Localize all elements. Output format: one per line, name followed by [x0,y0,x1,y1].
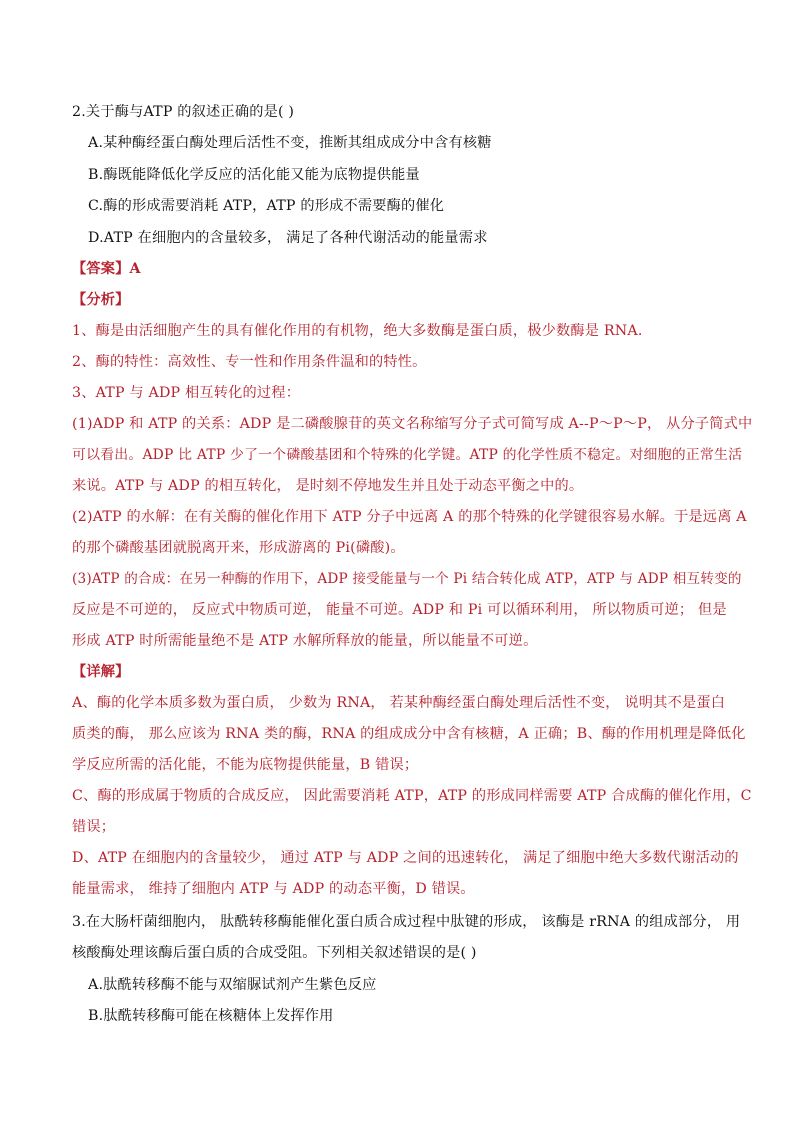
answer-label: 【答案】A [72,261,141,277]
analysis-line: 可以看出。ADP 比 ATP 少了一个磷酸基团和个特殊的化学键。ATP 的化学性质不稳定。对细胞的正常生活 [72,447,743,463]
q2-option-d: D.ATP 在细胞内的含量较多， 满足了各种代谢活动的能量需求 [88,230,488,246]
analysis-line: 来说。ATP 与 ADP 的相互转化， 是时刻不停地发生并且处于动态平衡之中的。 [72,478,584,494]
q2-option-c: C.酶的形成需要消耗 ATP，ATP 的形成不需要酶的催化 [88,198,445,214]
analysis-line: 反应是不可逆的， 反应式中物质可逆， 能量不可逆。ADP 和 Pi 可以循环利用， 所以物质可逆； 但是 [72,602,727,618]
q2-option-a: A.某种酶经蛋白酶处理后活性不变，推断其组成成分中含有核糖 [88,135,492,151]
q2-option-b: B.酶既能降低化学反应的活化能又能为底物提供能量 [88,167,420,183]
q3-option-b: B.肽酰转移酶可能在核糖体上发挥作用 [88,1008,334,1024]
detail-line: A、酶的化学本质多数为蛋白质， 少数为 RNA， 若某种酶经蛋白酶处理后活性不变， 说明其不是蛋白 [72,695,726,711]
analysis-heading: 【分析】 [72,292,130,308]
analysis-line: (3)ATP 的合成：在另一种酶的作用下，ADP 接受能量与一个 Pi 结合转化成 ATP，ATP 与 ADP 相互转变的 [72,571,742,587]
analysis-line: 1、酶是由活细胞产生的具有催化作用的有机物，绝大多数酶是蛋白质，极少数酶是 RNA. [72,323,643,339]
q3-stem-line: 3.在大肠杆菌细胞内， 肽酰转移酶能催化蛋白质合成过程中肽键的形成， 该酶是 rRNA 的组成部分， 用 [72,914,741,930]
detail-line: D、ATP 在细胞内的含量较少， 通过 ATP 与 ADP 之间的迅速转化， 满足了细胞中绝大多数代谢活动的 [72,850,739,866]
detail-line: 能量需求， 维持了细胞内 ATP 与 ADP 的动态平衡，D 错误。 [72,881,475,897]
detail-line: 质类的酶， 那么应该为 RNA 类的酶，RNA 的组成成分中含有核糖，A 正确；B、酶的作用机理是降低化 [72,726,746,742]
analysis-line: (1)ADP 和 ATP 的关系：ADP 是二磷酸腺苷的英文名称缩写分子式可简写成 A--P～P～P， 从分子简式中 [72,416,753,432]
analysis-line: 形成 ATP 时所需能量绝不是 ATP 水解所释放的能量，所以能量不可逆。 [72,633,538,649]
q2-stem: 2.关于酶与ATP 的叙述正确的是( ) [72,104,295,120]
analysis-line: 的那个磷酸基团就脱离开来，形成游离的 Pi(磷酸)。 [72,540,405,556]
analysis-line: (2)ATP 的水解：在有关酶的催化作用下 ATP 分子中远离 A 的那个特殊的化学键很容易水解。于是远离 A [72,509,747,525]
q3-option-a: A.肽酰转移酶不能与双缩脲试剂产生紫色反应 [88,977,377,993]
analysis-line: 2、酶的特性：高效性、专一性和作用条件温和的特性。 [72,354,427,370]
detail-line: 错误； [72,819,116,835]
analysis-line: 3、ATP 与 ADP 相互转化的过程： [72,385,301,401]
detail-line: 学反应所需的活化能，不能为底物提供能量，B 错误； [72,757,419,773]
q3-stem-line: 核酸酶处理该酶后蛋白质的合成受阻。下列相关叙述错误的是( ) [72,945,477,961]
detail-heading: 【详解】 [72,664,130,680]
detail-line: C、酶的形成属于物质的合成反应， 因此需要消耗 ATP，ATP 的形成同样需要 ATP 合成酶的催化作用，C [72,788,752,804]
